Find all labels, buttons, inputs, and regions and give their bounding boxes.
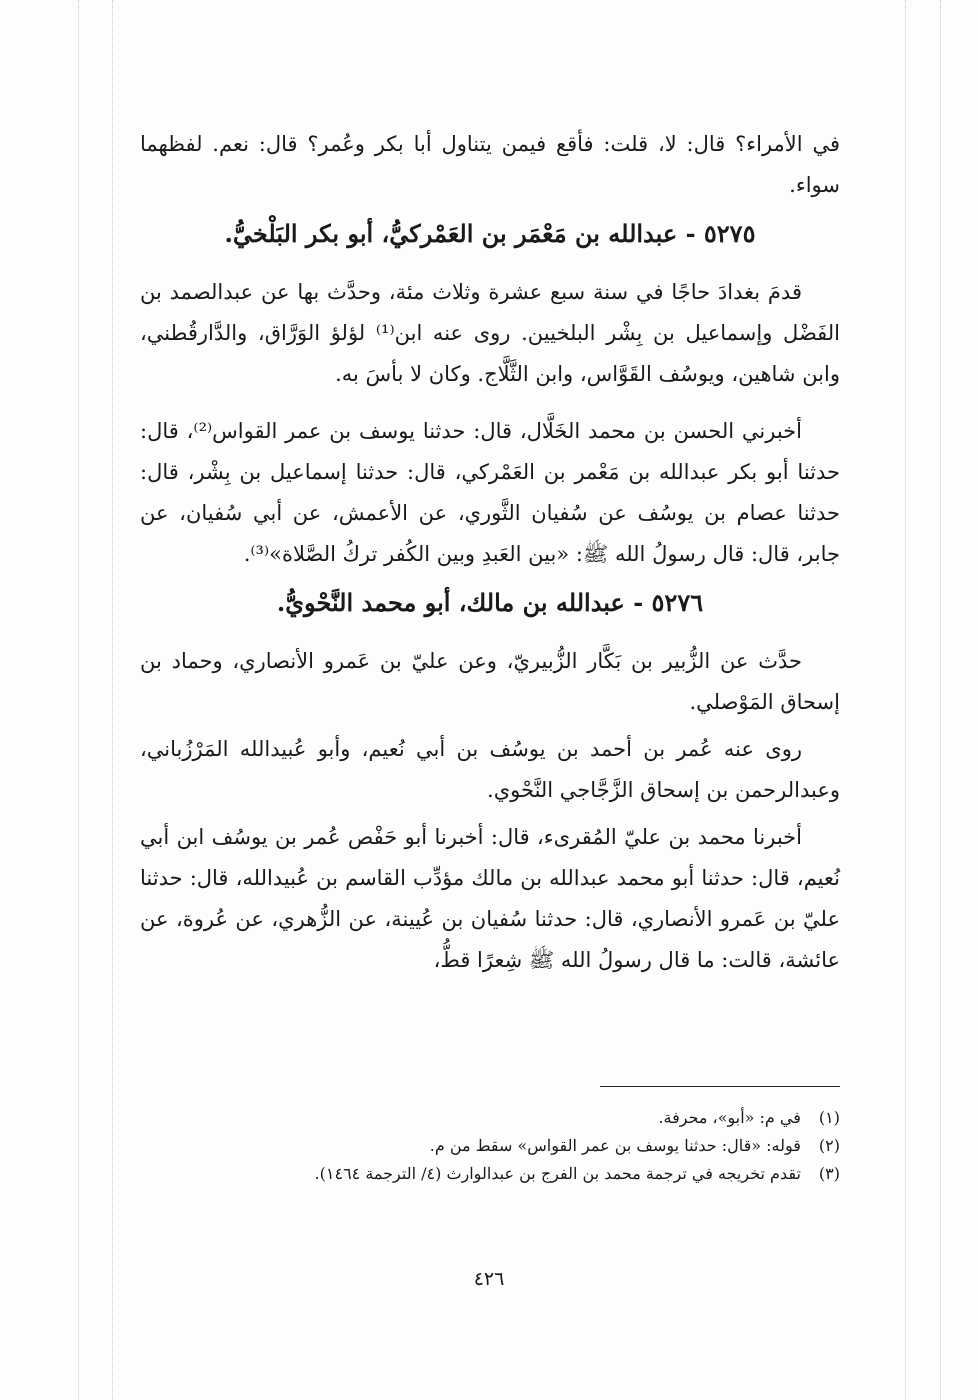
footnote-text: تقدم تخريجه في ترجمة محمد بن الفرج بن عبدالوارث (٤/ الترجمة ١٤٦٤).	[314, 1164, 801, 1183]
footnote-item	[140, 1104, 840, 1132]
footnotes	[140, 1104, 840, 1188]
scan-guide-line	[940, 0, 941, 1400]
entry-5276-narration: أخبرنا محمد بن عليّ المُقرىء، قال: أخبرنا أبو حَفْص عُمر بن يوسُف ابن أبي نُعيم، قال: حدثنا أبو محمد عبدالله بن مالك مؤدِّب القاسم بن عُبيدالله، قال: حدثنا عليّ بن عَمرو الأنصاري، قال: حدثنا سُفيان بن عُيينة، عن الزُّهري، عن عُروة، عن عائشة، قالت: ما قال رسولُ الله ﷺ شِعرًا قطُّ،	[140, 825, 840, 972]
entry-5276-students: روى عنه عُمر بن أحمد بن يوسُف بن أبي نُعيم، وأبو عُبيدالله المَرْزُباني، وعبدالرحمن بن إسحاق الزَّجَّاجي النَّحْوي.	[140, 737, 840, 802]
footnote-separator	[600, 1086, 840, 1087]
footnote-number: (١)	[818, 1108, 840, 1127]
entry-5275-hadith: أخبرني الحسن بن محمد الخَلَّال، قال: حدثنا يوسف بن عمر القواس⁽²⁾، قال: حدثنا أبو بكر عبدالله بن مَعْمر بن العَمْركي، قال: حدثنا إسماعيل بن بِشْر، قال: حدثنا عصام بن يوسُف عن سُفيان الثَّوري، عن الأعمش، عن أبي سُفيان، عن جابر، قال: قال رسولُ الله ﷺ: «بين العَبدِ وبين الكُفر تركُ الصَّلاة»⁽³⁾.	[140, 419, 840, 566]
entry-heading-5276: ٥٢٧٦ - عبدالله بن مالك، أبو محمد النَّحْويُّ.	[276, 588, 704, 617]
entry-5275-biography: قدمَ بغدادَ حاجًا في سنة سبع عشرة وثلاث مئة، وحدَّث بها عن عبدالصمد بن الفَضْل وإسماعيل بن بِشْر البلخيين. روى عنه ابن⁽¹⁾ لؤلؤ الوَرَّاق، والدَّارقُطني، وابن شاهين، ويوسُف القَوَّاس، وابن الثَّلَّاج. وكان لا بأسَ به.	[140, 280, 841, 386]
page-number: ٤٢٦	[473, 1268, 505, 1290]
scan-guide-line	[905, 0, 906, 1400]
footnote-item	[140, 1160, 840, 1188]
scan-guide-line	[112, 0, 113, 1400]
footnote-item	[140, 1132, 840, 1160]
intro-paragraph: في الأمراء؟ قال: لا، قلت: فأقع فيمن يتناول أبا بكر وعُمر؟ قال: نعم. لفظهما سواء.	[140, 132, 840, 197]
entry-5276-teachers: حدَّث عن الزُّبير بن بَكَّار الزُّبيريّ، وعن عليّ بن عَمرو الأنصاري، وحماد بن إسحاق المَوْصلي.	[140, 649, 840, 714]
scan-guide-line	[78, 0, 79, 1400]
entry-heading-5275: ٥٢٧٥ - عبدالله بن مَعْمَر بن العَمْركيُّ، أبو بكر البَلْخيُّ.	[224, 219, 756, 248]
main-text	[140, 124, 840, 981]
footnote-number: (٢)	[818, 1136, 840, 1155]
footnote-text: قوله: «قال: حدثنا يوسف بن عمر القواس» سقط من م.	[429, 1136, 801, 1155]
footnote-text: في م: «أبو»، محرفة.	[658, 1108, 801, 1127]
footnote-number: (٣)	[818, 1164, 840, 1183]
